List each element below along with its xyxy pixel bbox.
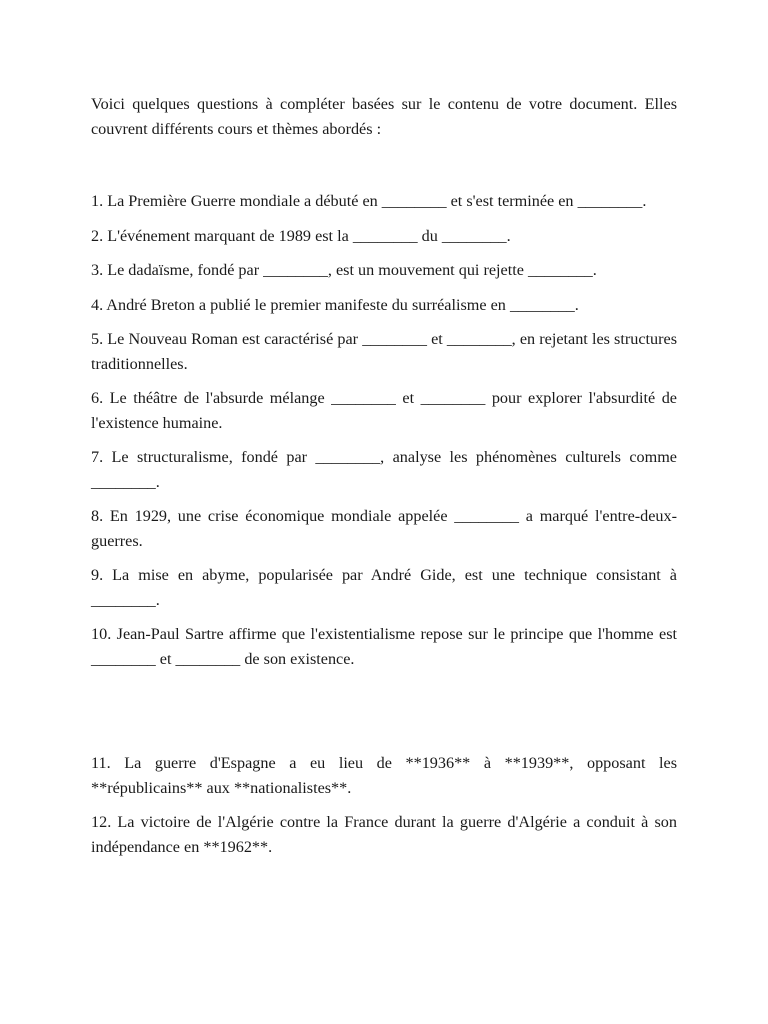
question-10: 10. Jean-Paul Sartre affirme que l'existentialisme repose sur le principe que l'homme est ________ et ________ de son existence. bbox=[91, 625, 677, 668]
question-4: 4. André Breton a publié le premier manifeste du surréalisme en ________. bbox=[91, 295, 579, 314]
question-7: 7. Le structuralisme, fondé par ________, analyse les phénomènes culturels comme ________. bbox=[91, 448, 677, 491]
question-6: 6. Le théâtre de l'absurde mélange ________ et ________ pour explorer l'absurdité de l'existence humaine. bbox=[91, 389, 677, 432]
question-5: 5. Le Nouveau Roman est caractérisé par ________ et ________, en rejetant les structures traditionnelles. bbox=[91, 330, 677, 373]
question-3: 3. Le dadaïsme, fondé par ________, est un mouvement qui rejette ________. bbox=[91, 261, 597, 279]
statement-12: 12. La victoire de l'Algérie contre la France durant la guerre d'Algérie a conduit à son indépendance en **1962**. bbox=[91, 813, 677, 856]
intro-paragraph: Voici quelques questions à compléter basées sur le contenu de votre document. Elles couvrent différents cours et thèmes abordés : bbox=[91, 95, 677, 138]
question-8: 8. En 1929, une crise économique mondiale appelée ________ a marqué l'entre-deux-guerres. bbox=[91, 507, 677, 550]
question-list bbox=[91, 189, 677, 671]
section-spacer bbox=[91, 681, 677, 751]
question-1: 1. La Première Guerre mondiale a débuté en ________ et s'est terminée en ________. bbox=[91, 192, 647, 210]
question-2: 2. L'événement marquant de 1989 est la ________ du ________. bbox=[91, 226, 511, 245]
statement-11: 11. La guerre d'Espagne a eu lieu de **1936** à **1939**, opposant les **républicains** aux **nationalistes**. bbox=[91, 754, 677, 797]
question-9: 9. La mise en abyme, popularisée par André Gide, est une technique consistant à ________. bbox=[91, 566, 677, 609]
answer-list bbox=[91, 751, 677, 859]
